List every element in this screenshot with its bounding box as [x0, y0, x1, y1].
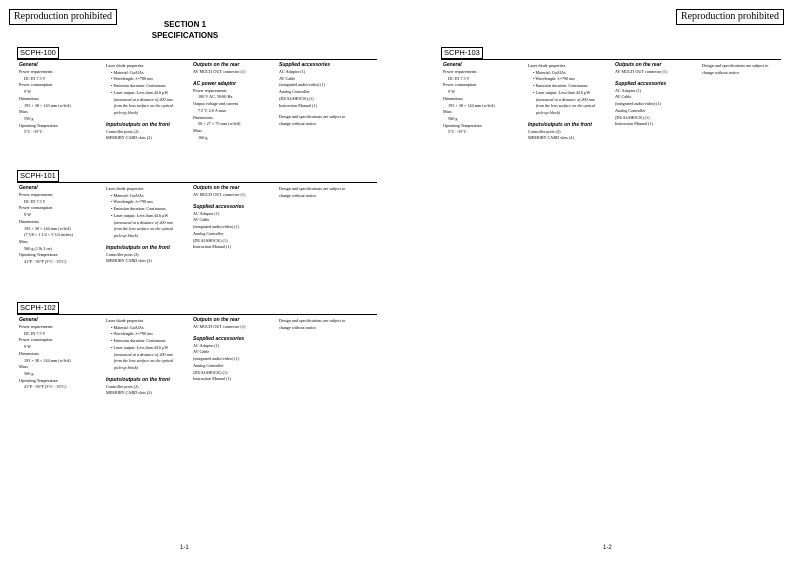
spec-line: (DUALSHOCK) (1)	[279, 95, 314, 101]
section-title	[130, 19, 240, 41]
spec-line: 5°C - 35°C	[24, 129, 43, 135]
spec-line: • Laser output: Less than 44.6 μW	[111, 344, 169, 350]
laser-heading: Laser diode properties	[106, 318, 144, 323]
spec-line: 41°F - 95°F (5°C - 35°C)	[24, 384, 67, 390]
spec-line: • Emission duration: Continuous	[533, 83, 588, 89]
spec-line: DC IN 7.5 V	[24, 75, 46, 81]
spec-line: 9 W	[448, 89, 456, 95]
spec-line: • Wavelength: λ=790 nm	[111, 199, 153, 205]
general-heading: General	[443, 62, 462, 68]
spec-line: DC IN 7.5 V	[24, 198, 46, 204]
general-specs-scph-103	[443, 62, 495, 136]
io-heading: Inputs/outputs on the front	[106, 244, 170, 251]
spec-line: • Material: GaAlAs	[533, 69, 566, 75]
accessories-heading: Supplied accessories	[193, 203, 245, 210]
spec-line: Dimensions	[19, 218, 40, 224]
spec-line: • Emission duration: Continuous	[111, 338, 166, 344]
spec-line: (DUALSHOCK) (1)	[193, 369, 228, 375]
notes-scph-102	[279, 318, 345, 331]
design-note: Design and specifications are subject to	[279, 186, 346, 191]
spec-line: Power consumption	[19, 82, 53, 88]
notes-scph-103	[702, 63, 768, 76]
spec-line: • Laser output: Less than 44.6 μW	[111, 212, 169, 218]
spec-line: Analog Controller	[193, 230, 224, 236]
spec-line: Power requirements	[193, 87, 227, 93]
spec-line: AV MULTI OUT connector (1)	[193, 69, 246, 74]
general-specs-scph-100	[19, 62, 71, 136]
laser-specs-scph-100	[106, 63, 173, 142]
spec-line: (integrated audio/video) (1)	[279, 82, 326, 88]
general-specs-scph-102	[19, 317, 71, 391]
spec-line: AC Adaptor (1)	[193, 342, 220, 348]
laser-specs-scph-103	[528, 63, 595, 142]
spec-line: (DUALSHOCK) (1)	[193, 237, 228, 243]
spec-line: pick-up block)	[114, 232, 139, 238]
spec-line: 193 × 38 × 144 mm (w/h/d)	[448, 102, 495, 108]
design-note: change without notice.	[702, 69, 741, 75]
laser-heading: Laser diode properties	[106, 63, 144, 68]
model-label-scph-103: SCPH-103	[441, 47, 483, 59]
spec-line: Instruction Manual (1)	[615, 121, 653, 127]
model-label-scph-101: SCPH-101	[17, 170, 59, 182]
spec-line: MEMORY CARD slots (2)	[106, 135, 152, 141]
spec-line: Power consumption	[19, 337, 53, 343]
spec-line: (measured at a distance of 200 mm	[536, 96, 595, 102]
spec-line: 193 × 38 × 144 mm (w/h/d)	[24, 357, 71, 363]
spec-line: (integrated audio/video) (1)	[615, 101, 662, 107]
spec-line: Power requirements	[19, 69, 53, 74]
spec-line: AV Cable	[193, 349, 210, 355]
spec-line: DC IN 7.5 V	[24, 330, 46, 336]
general-heading: General	[19, 62, 38, 68]
rear-heading: Outputs on the rear	[193, 185, 240, 191]
spec-line: 9 W	[24, 344, 32, 350]
model-divider	[441, 59, 781, 60]
spec-line: Analog Controller	[615, 107, 646, 113]
spec-line: from the lens surface on the optical	[114, 358, 174, 364]
spec-line: DC IN 7.5 V	[448, 75, 470, 81]
section-number: SECTION 1	[163, 20, 207, 29]
spec-line: Power consumption	[19, 205, 53, 211]
spec-line: Operating Temperature	[443, 122, 482, 128]
spec-line: • Wavelength: λ=790 nm	[533, 76, 575, 82]
spec-line: Instruction Manual (1)	[279, 102, 317, 108]
spec-line: AC Adaptor (1)	[193, 210, 220, 216]
spec-line: 5°C - 35°C	[448, 129, 467, 135]
spec-line: Output voltage and current	[193, 101, 239, 107]
spec-line: (measured at a distance of 200 mm	[114, 96, 173, 102]
spec-line: Instruction Manual (1)	[193, 376, 231, 382]
spec-line: • Wavelength: λ=780 nm	[111, 76, 153, 82]
spec-line: Operating Temperature	[19, 252, 58, 258]
general-heading: General	[19, 185, 38, 191]
laser-heading: Laser diode properties	[106, 186, 144, 191]
spec-line: Mass	[443, 109, 452, 115]
rear-heading: Outputs on the rear	[193, 62, 240, 68]
spec-line: 560 g (1 lb 3 oz)	[24, 245, 52, 251]
design-note: Design and specifications are subject to	[279, 318, 346, 323]
spec-line: 7.5 V, 2.0 A max.	[198, 107, 227, 113]
accessories-scph-100	[279, 62, 345, 128]
spec-line: Power consumption	[443, 82, 477, 88]
rear-specs-scph-102	[193, 317, 245, 383]
spec-line: AV Cable	[279, 75, 296, 81]
spec-line: (measured at a distance of 200 mm	[114, 219, 173, 225]
spec-line: • Emission duration: Continuous	[111, 206, 166, 212]
spec-line: 9 W	[24, 212, 32, 218]
spec-line: Power requirements	[19, 324, 53, 329]
io-heading: Inputs/outputs on the front	[106, 376, 170, 383]
page-number-left: 1-1	[180, 545, 189, 551]
spec-line: 41°F - 95°F (5°C - 35°C)	[24, 259, 67, 265]
spec-line: pick-up block)	[114, 109, 139, 115]
accessories-heading: Supplied accessories	[615, 80, 667, 87]
spec-line: • Material: GaAlAs	[111, 192, 144, 198]
spec-line: • Laser output: Less than 44.6 μW	[111, 89, 169, 95]
spec-line: 160 g	[198, 134, 208, 140]
spec-line: Dimensions	[19, 350, 40, 356]
design-note: Design and specifications are subject to	[279, 114, 346, 120]
spec-line: from the lens surface on the optical	[114, 103, 174, 109]
spec-line: Mass	[19, 238, 28, 244]
spec-line: Controller ports (2)	[528, 128, 561, 134]
spec-line: Analog Controller	[193, 362, 224, 368]
io-heading: Inputs/outputs on the front	[528, 121, 592, 128]
spec-line: 560 g	[448, 115, 458, 121]
spec-line: Power requirements	[19, 192, 53, 197]
spec-line: Operating Temperature	[19, 122, 58, 128]
spec-line: • Laser output: Less than 44.6 μW	[533, 89, 591, 95]
spec-line: • Emission duration: Continuous	[111, 83, 166, 89]
spec-line: AV MULTI OUT connector (1)	[615, 69, 668, 74]
rear-specs-scph-103	[615, 62, 667, 128]
spec-line: AV MULTI OUT connector (1)	[193, 324, 246, 329]
spec-line: Controller ports (2)	[106, 251, 139, 257]
accessories-heading: Supplied accessories	[193, 335, 245, 342]
notes-scph-101	[279, 186, 345, 199]
spec-line: • Wavelength: λ=790 nm	[111, 331, 153, 337]
spec-line: (measured at a distance of 200 mm	[114, 351, 173, 357]
spec-line: AV Cable	[193, 217, 210, 223]
general-specs-scph-101	[19, 185, 73, 266]
reproduction-prohibited-stamp-right: Reproduction prohibited	[676, 9, 784, 25]
model-divider	[17, 182, 377, 183]
spec-line: Dimensions	[443, 95, 464, 101]
spec-line: Operating Temperature	[19, 377, 58, 383]
spec-line: AC Adaptor (1)	[279, 69, 306, 74]
design-note: Design and specifications are subject to	[702, 63, 769, 68]
spec-line: Power requirements	[443, 69, 477, 74]
spec-line: MEMORY CARD slots (2)	[528, 135, 574, 141]
spec-line: Dimensions	[193, 114, 214, 120]
spec-line: Controller ports (2)	[106, 128, 139, 134]
laser-specs-scph-102	[106, 318, 173, 397]
rear-heading: Outputs on the rear	[193, 317, 240, 323]
design-note: change without notice.	[279, 192, 318, 198]
spec-line: (DUALSHOCK) (1)	[615, 114, 650, 120]
io-heading: Inputs/outputs on the front	[106, 121, 170, 128]
spec-line: 560 g	[24, 370, 34, 376]
spec-line: Analog Controller	[279, 89, 310, 95]
model-label-scph-100: SCPH-100	[17, 47, 59, 59]
spec-line: 193 × 38 × 143 mm (w/h/d)	[24, 102, 71, 108]
spec-line: 550 g	[24, 115, 34, 121]
spec-line: 193 × 38 × 144 mm (w/h/d)	[24, 225, 71, 231]
spec-line: 9 W	[24, 89, 32, 95]
design-note: change without notice.	[279, 324, 318, 330]
spec-line: (integrated audio/video) (1)	[193, 224, 240, 230]
spec-line: MEMORY CARD slots (2)	[106, 390, 152, 396]
design-note: change without notice.	[279, 120, 318, 126]
reproduction-prohibited-stamp-left: Reproduction prohibited	[9, 9, 117, 25]
spec-line: pick-up block)	[114, 364, 139, 370]
model-label-scph-102: SCPH-102	[17, 302, 59, 314]
laser-specs-scph-101	[106, 186, 173, 265]
rear-specs-scph-100	[193, 62, 245, 141]
spec-line: from the lens surface on the optical	[114, 226, 174, 232]
general-heading: General	[19, 317, 38, 323]
spec-line: (integrated audio/video) (1)	[193, 356, 240, 362]
spec-line: Mass	[193, 127, 202, 133]
spec-line: 50 × 27 × 75 mm (w/h/d)	[198, 121, 241, 127]
ac-adaptor-heading: AC power adaptor	[193, 80, 237, 87]
rear-specs-scph-101	[193, 185, 245, 251]
rear-heading: Outputs on the rear	[615, 62, 662, 68]
spec-line: AC Adaptor (1)	[615, 87, 642, 93]
laser-heading: Laser diode properties	[528, 63, 566, 68]
accessories-heading: Supplied accessories	[279, 62, 331, 68]
spec-line: Dimensions	[19, 95, 40, 101]
spec-line: Instruction Manual (1)	[193, 244, 231, 250]
spec-line: pick-up block)	[536, 109, 561, 115]
model-divider	[17, 59, 377, 60]
model-divider	[17, 314, 377, 315]
spec-line: • Material: GaAlAs	[111, 324, 144, 330]
spec-line: MEMORY CARD slots (2)	[106, 258, 152, 264]
spec-line: (7 5/8 × 1 1/2 × 5 3/4 inches)	[24, 232, 73, 238]
spec-line: • Material: GaAlAs	[111, 69, 144, 75]
spec-line: AV MULTI OUT connector (1)	[193, 192, 246, 197]
spec-line: 100 V AC, 50/60 Hz	[198, 94, 233, 100]
spec-line: Mass	[19, 109, 28, 115]
spec-line: Mass	[19, 364, 28, 370]
spec-line: from the lens surface on the optical	[536, 103, 596, 109]
spec-line: Controller ports (2)	[106, 383, 139, 389]
page-number-right: 1-2	[603, 545, 612, 551]
spec-line: AV Cable	[615, 94, 632, 100]
section-heading: SPECIFICATIONS	[151, 31, 219, 40]
